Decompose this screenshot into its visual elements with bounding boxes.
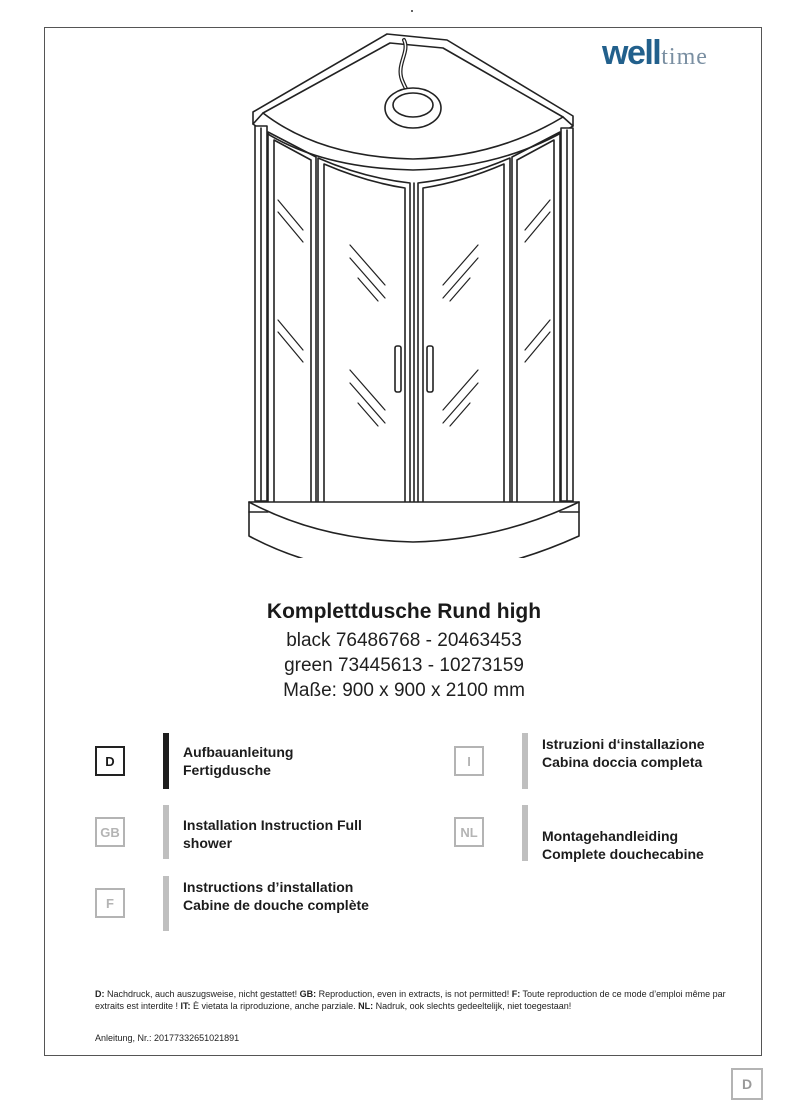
lang-f-line1: Instructions d’installation xyxy=(183,879,354,895)
lang-text-gb xyxy=(183,816,362,852)
lang-gb-line2: shower xyxy=(183,835,233,851)
notice-it-label: IT: xyxy=(180,1001,191,1011)
welltime-logo xyxy=(602,34,708,74)
copyright-notice xyxy=(95,988,735,1012)
lang-text-d xyxy=(183,743,293,779)
lang-gb-line1: Installation Instruction Full xyxy=(183,817,362,833)
product-title: Komplettdusche Rund high xyxy=(266,600,542,623)
lang-nl-line2: Complete douchecabine xyxy=(542,846,704,862)
dimensions-line: Maße: 900 x 900 x 2100 mm xyxy=(283,680,525,701)
logo-well-text: well xyxy=(602,34,661,72)
lang-code-i: I xyxy=(454,746,484,776)
lang-bar-d xyxy=(163,733,169,789)
lang-nl-line1: Montagehandleiding xyxy=(542,828,679,844)
green-variant-line: green 73445613 - 10273159 xyxy=(284,655,524,676)
notice-it-text: È vietata la riproduzione, anche parziale. xyxy=(190,1001,359,1011)
notice-gb-label: GB: xyxy=(299,989,317,999)
lang-i-line1: Istruzioni d‘installazione xyxy=(542,736,705,752)
page-language-badge: D xyxy=(731,1068,763,1100)
lang-code-d: D xyxy=(95,746,125,776)
notice-d-text: Nachdruck, auch auszugsweise, nicht gestattet! xyxy=(104,989,300,999)
black-variant-line: black 76486768 - 20463453 xyxy=(286,630,522,651)
lang-code-f: F xyxy=(95,888,125,918)
logo-time-text: time xyxy=(661,44,708,70)
lang-code-nl: NL xyxy=(454,817,484,847)
notice-gb-text: Reproduction, even in extracts, is not permitted! xyxy=(316,989,512,999)
notice-f-text: Toute reproduction de ce mode d’emploi même par extraits est interdite ! xyxy=(95,989,726,1011)
lang-bar-nl xyxy=(522,805,528,861)
notice-nl-label: NL: xyxy=(358,1001,374,1011)
notice-f-label: F: xyxy=(511,989,521,999)
shower-cabin-illustration xyxy=(240,28,585,558)
lang-bar-f xyxy=(163,876,169,931)
notice-d-label: D: xyxy=(95,989,105,999)
lang-d-line1: Aufbauanleitung xyxy=(183,744,294,760)
lang-f-line2: Cabine de douche complète xyxy=(183,897,369,913)
lang-d-line2: Fertigdusche xyxy=(183,762,271,778)
lang-text-f xyxy=(183,878,369,914)
lang-text-nl xyxy=(542,827,704,863)
lang-bar-gb xyxy=(163,805,169,859)
lang-bar-i xyxy=(522,733,528,789)
lang-code-gb: GB xyxy=(95,817,125,847)
lang-text-i xyxy=(542,735,705,771)
top-mark xyxy=(411,10,413,12)
document-number: Anleitung, Nr.: 20177332651021891 xyxy=(95,1033,240,1043)
notice-nl-text: Nadruk, ook slechts gedeeltelijk, niet toegestaan! xyxy=(373,1001,572,1011)
lang-i-line2: Cabina doccia completa xyxy=(542,754,703,770)
